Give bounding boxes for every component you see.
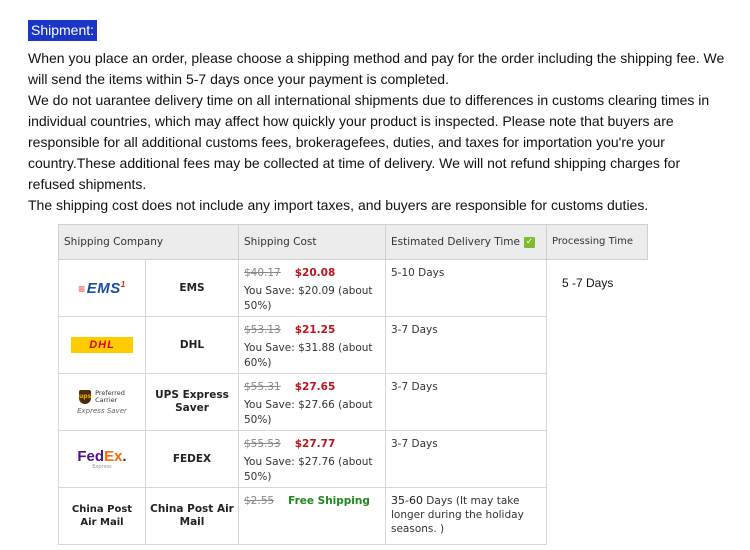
estimated-delivery: 3-7 Days	[386, 317, 547, 374]
fedex-express-text: Express	[92, 464, 112, 470]
estimated-delivery-note: Days (It may take longer during the holiday seasons. )	[391, 495, 524, 535]
check-icon: ✓	[525, 236, 534, 247]
shipment-heading: Shipment:	[28, 20, 97, 41]
ups-shield-icon: ups	[79, 390, 91, 404]
processing-time-cell	[547, 260, 648, 545]
ems-logo-mark: $\equiv EMS^1$	[78, 279, 126, 297]
dhl-logo-mark: DHL	[71, 337, 133, 353]
new-price: $20.08	[294, 267, 336, 279]
new-price: $27.77	[294, 438, 336, 450]
paragraph-import-taxes: The shipping cost does not include any import taxes, and buyers are responsible for customs duties.	[28, 197, 649, 213]
estimated-delivery: 3-7 Days	[386, 374, 547, 431]
old-price: $53.13	[244, 324, 281, 336]
shipping-cost-cell	[239, 488, 386, 545]
china-post-logo-text: China Post Air Mail	[71, 504, 133, 528]
estimated-days-range: 35-60	[391, 494, 423, 507]
shipping-cost-cell	[239, 374, 386, 431]
carrier-name: UPS Express Saver	[146, 374, 239, 431]
carrier-name: FEDEX	[146, 431, 239, 488]
shipping-table-wrapper	[58, 224, 648, 545]
paragraph-delivery-disclaimer: We do not uarantee delivery time on all international shipments due to differences in customs clearing times in individual countries, which may affect how quickly your product is inspected. Please note that buyers are responsible for all additional customs fees, brokeragefees, duties, and taxes for importation you're your country.These additional fees may be collected at time of delivery. We will not refund shipping charges for refused shipments.	[28, 92, 710, 192]
old-price: $2.55	[244, 495, 275, 507]
estimated-delivery	[386, 488, 547, 545]
estimated-delivery: 5-10 Days	[386, 260, 547, 317]
shipping-cost-cell	[239, 431, 386, 488]
free-shipping-label: Free Shipping	[288, 495, 370, 507]
shipping-cost-cell	[239, 260, 386, 317]
old-price: $55.53	[244, 438, 281, 450]
ups-preferred-carrier-text: Preferred Carrier	[95, 388, 125, 404]
dhl-logo	[59, 317, 146, 374]
paragraph-shipping-method: When you place an order, please choose a shipping method and pay for the order including the shipping fee. We will send the items within 5-7 days once your payment is completed.	[28, 50, 725, 87]
savings-text: You Save: $27.66 (about 50%)	[244, 399, 373, 426]
header-estimated-label: Estimated Delivery Time	[391, 236, 520, 248]
header-estimated-delivery	[386, 225, 547, 260]
table-header-row	[59, 225, 648, 260]
ems-logo	[59, 260, 146, 317]
table-row	[59, 260, 648, 317]
carrier-name: DHL	[146, 317, 239, 374]
shipping-cost-cell	[239, 317, 386, 374]
new-price: $21.25	[294, 324, 336, 336]
savings-text: You Save: $20.09 (about 50%)	[244, 285, 373, 312]
processing-time-value: 5 -7 Days	[562, 276, 614, 290]
new-price: $27.65	[294, 381, 336, 393]
carrier-name: China Post Air Mail	[146, 488, 239, 545]
old-price: $40.17	[244, 267, 281, 279]
fedex-logo	[59, 431, 146, 488]
ups-logo-mark	[59, 390, 145, 404]
old-price: $55.31	[244, 381, 281, 393]
china-post-logo	[59, 488, 146, 545]
fedex-logo-mark: FedEx.	[77, 448, 127, 465]
carrier-name: EMS	[146, 260, 239, 317]
estimated-delivery: 3-7 Days	[386, 431, 547, 488]
header-processing-time: Processing Time	[547, 225, 648, 260]
savings-text: You Save: $31.88 (about 60%)	[244, 342, 373, 369]
savings-text: You Save: $27.76 (about 50%)	[244, 456, 373, 483]
ups-express-saver-text: Express Saver	[77, 406, 127, 415]
header-shipping-cost: Shipping Cost	[239, 225, 386, 260]
shipping-table	[58, 224, 648, 545]
header-shipping-company: Shipping Company	[59, 225, 239, 260]
ups-logo	[59, 374, 146, 431]
